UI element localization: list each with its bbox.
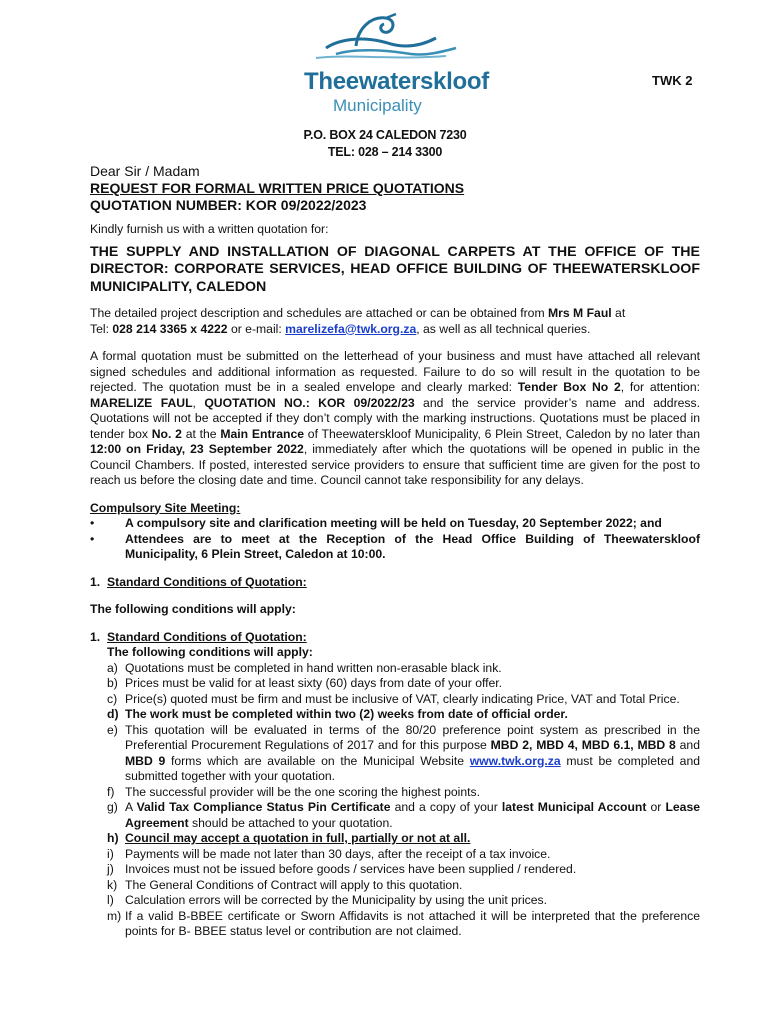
swan-emblem-icon <box>296 8 476 70</box>
list-item: j) Invoices must not be issued before goods / services have been supplied / rendered. <box>107 862 577 876</box>
municipality-logo <box>296 8 489 120</box>
logo-subtitle: Municipality <box>333 96 422 115</box>
website-link[interactable]: www.twk.org.za <box>469 753 561 768</box>
list-item: f) The successful provider will be the one scoring the highest points. <box>107 784 480 799</box>
section-heading: 1. Standard Conditions of Quotation: <box>90 574 307 589</box>
logo-name: Theewaterskloof <box>304 68 489 95</box>
letter-body <box>90 163 700 940</box>
project-title: THE SUPPLY AND INSTALLATION OF DIAGONAL CARPETS AT THE OFFICE OF THE DIRECTOR: CORPORATE SERVICES, HEAD OFFICE BUILDING OF THEEWATERSKLOOF MUNICIPALITY, CALEDON <box>90 243 700 295</box>
formal-quotation-paragraph: A formal quotation must be submitted on the letterhead of your business and must have attached all relevant signed schedules and additional information as requested. Failure to do so will result in the quotation to be rejected. The quotation must be in a sealed envelope and clearly marked: Tender Box No 2, for attention: MARELIZE FAUL, QUOTATION NO.: KOR 09/2022/23 and the service provider’s name and address. Quotations will not be accepted if they don’t comply with the marking instructions. Quotations must be placed in tender box No. 2 at the Main Entrance of Theewaterskloof Municipality, 6 Plein Street, Caledon by no later than 12:00 on Friday, 23 September 2022, immediately after which the quotations will be opened in public in the Council Chambers. If posted, interested service providers to ensure that sufficient time are given for the post to reach us before the closing date and time. Council cannot take responsibility for any delays. <box>90 349 701 487</box>
contact-tel: 028 214 3365 x 4222 <box>112 321 228 336</box>
contact-name: Mrs M Faul <box>548 306 612 320</box>
list-item: g) A Valid Tax Compliance Status Pin Certificate and a copy of your latest Municipal Account or Lease Agreement should be attached to your quotation. <box>107 800 701 830</box>
letter-heading: REQUEST FOR FORMAL WRITTEN PRICE QUOTATIONS <box>90 180 465 196</box>
intro-text: Kindly furnish us with a written quotation for: <box>90 222 329 236</box>
document-code: TWK 2 <box>652 73 693 88</box>
list-item: a) Quotations must be completed in hand written non-erasable black ink. <box>107 660 502 675</box>
list-item: e) This quotation will be evaluated in terms of the 80/20 preference point system as prescribed in the Preferential Procurement Regulations of 2017 and for this purpose MBD 2, MBD 4, MBD 6.1, MBD 8 and MBD 9 forms which are available on the Municipal Website www.twk.org.za must be completed and submitted together with your quotation. <box>107 722 701 783</box>
list-item: l) Calculation errors will be corrected by the Municipality by using the unit prices. <box>107 893 548 907</box>
list-item: • Attendees are to meet at the Reception of the Head Office Building of Theewaterskloof Municipality, 6 Plein Street, Caledon at 10:00. <box>90 531 700 561</box>
email-link[interactable]: marelizefa@twk.org.za <box>285 321 417 336</box>
bullet-icon: • <box>90 516 95 530</box>
list-item: b) Prices must be valid for at least sixty (60) days from date of your offer. <box>107 676 503 690</box>
telephone: TEL: 028 – 214 3300 <box>327 145 443 159</box>
bullet-icon: • <box>90 531 95 546</box>
list-item: d) The work must be completed within two (2) weeks from date of official order. <box>107 707 568 721</box>
quotation-number: QUOTATION NUMBER: KOR 09/2022/2023 <box>90 197 367 213</box>
list-item: k) The General Conditions of Contract will apply to this quotation. <box>107 877 463 892</box>
list-item: m) If a valid B-BBEE certificate or Sworn Affidavits is not attached it will be interpreted that the preference points for B- BBEE status level or contribution are not claimed. <box>107 908 700 938</box>
section-subheading: The following conditions will apply: <box>107 645 313 659</box>
site-meeting-title: Compulsory Site Meeting: <box>90 500 241 515</box>
list-item: • A compulsory site and clarification meeting will be held on Tuesday, 20 September 2022; and <box>90 516 662 530</box>
details-paragraph: The detailed project description and schedules are attached or can be obtained from Mrs M Faul at Tel: 028 214 3365 x 4222 or e-mail: marelizefa@twk.org.za, as well as all technical queries. <box>90 306 626 336</box>
conditions-note: The following conditions will apply: <box>90 602 296 616</box>
postal-address: P.O. BOX 24 CALEDON 7230 <box>303 128 467 142</box>
list-item: c) Price(s) quoted must be firm and must be inclusive of VAT, clearly indicating Price, VAT and Total Price. <box>107 691 680 706</box>
list-item: i) Payments will be made not later than 30 days, after the receipt of a tax invoice. <box>107 846 551 861</box>
list-item: h) Council may accept a quotation in full, partially or not at all. <box>107 831 471 845</box>
section-heading: 1. Standard Conditions of Quotation: <box>90 629 307 644</box>
greeting: Dear Sir / Madam <box>90 163 200 179</box>
